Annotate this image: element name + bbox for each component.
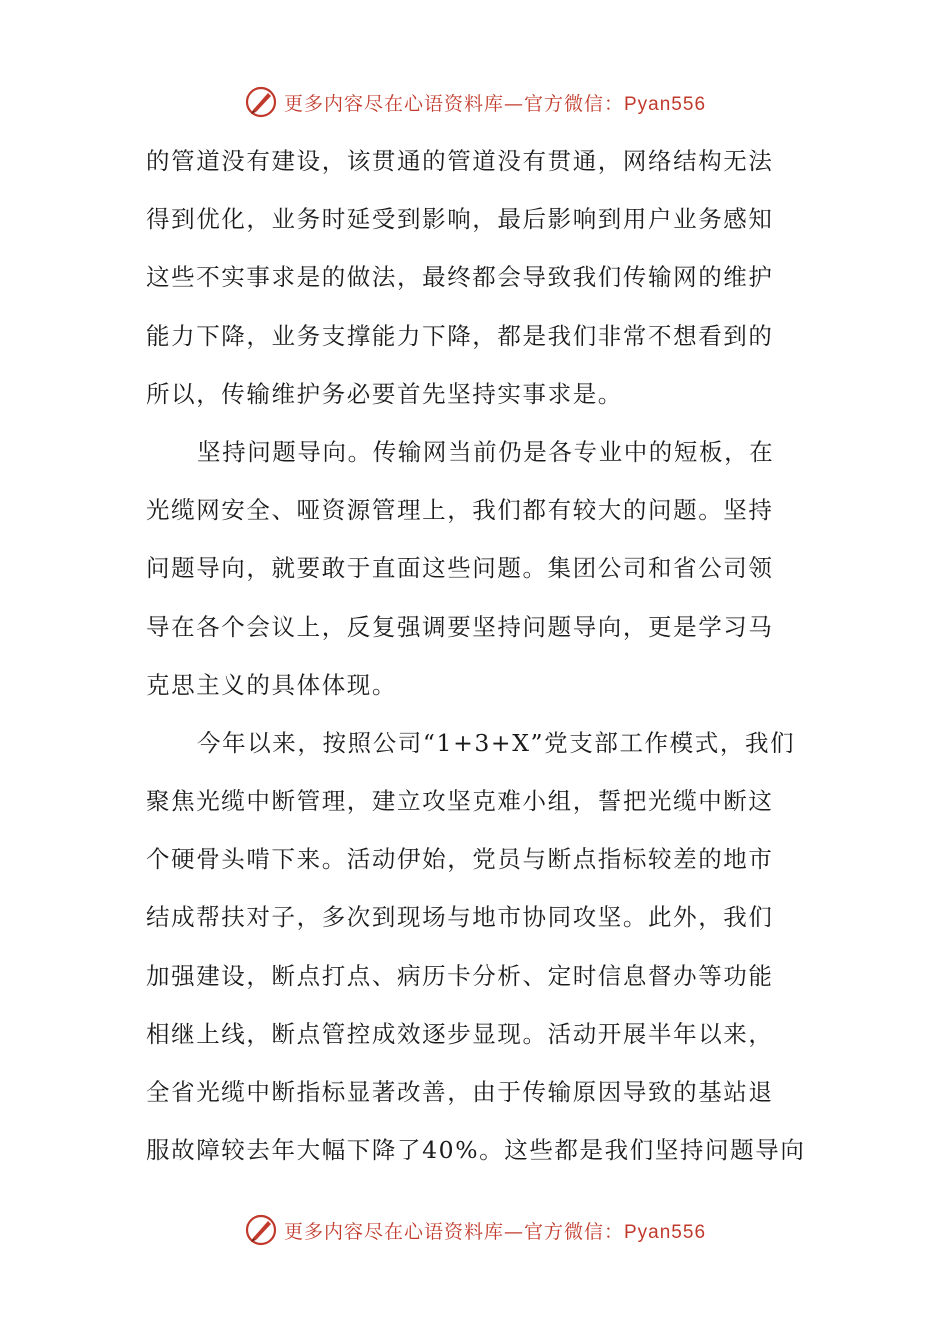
text-line: 相继上线，断点管控成效逐步显现。活动开展半年以来， [146,1019,774,1048]
text-line: 这些不实事求是的做法，最终都会导致我们传输网的维护 [146,263,774,292]
text-line: 结成帮扶对子，多次到现场与地市协同攻坚。此外，我们 [146,903,774,932]
footer-banner [0,1210,950,1250]
text-line: 得到优化，业务时延受到影响，最后影响到用户业务感知 [146,205,774,234]
header-banner-text: 更多内容尽在心语资料库—官方微信：Pyan556 [283,92,707,115]
pen-seal-icon [244,85,278,119]
document-body [146,132,806,1179]
text-line: 个硬骨头啃下来。活动伊始，党员与断点指标较差的地市 [146,845,774,874]
text-line: 克思主义的具体体现。 [146,670,397,699]
header-banner [0,82,950,122]
text-line: 全省光缆中断指标显著改善，由于传输原因导致的基站退 [146,1078,774,1106]
text-line: 加强建设，断点打点、病历卡分析、定时信息督办等功能 [146,961,774,990]
text-line: 聚焦光缆中断管理，建立攻坚克难小组，誓把光缆中断这 [146,787,774,816]
pen-seal-icon [244,1213,278,1247]
text-line: 能力下降，业务支撑能力下降，都是我们非常不想看到的 [146,321,774,350]
text-line: 问题导向，就要敢于直面这些问题。集团公司和省公司领 [146,554,774,583]
text-line: 今年以来，按照公司“1+3+X”党支部工作模式，我们 [197,728,796,757]
text-line: 导在各个会议上，反复强调要坚持问题导向，更是学习马 [146,612,774,641]
text-line: 所以，传输维护务必要首先坚持实事求是。 [146,379,623,408]
text-line: 服故障较去年大幅下降了40%。这些都是我们坚持问题导向 [146,1136,806,1165]
text-line: 的管道没有建设，该贯通的管道没有贯通，网络结构无法 [146,147,774,175]
text-line: 光缆网安全、哑资源管理上，我们都有较大的问题。坚持 [146,496,774,525]
text-line: 坚持问题导向。传输网当前仍是各专业中的短板，在 [197,437,775,466]
footer-banner-text: 更多内容尽在心语资料库—官方微信：Pyan556 [283,1220,707,1243]
